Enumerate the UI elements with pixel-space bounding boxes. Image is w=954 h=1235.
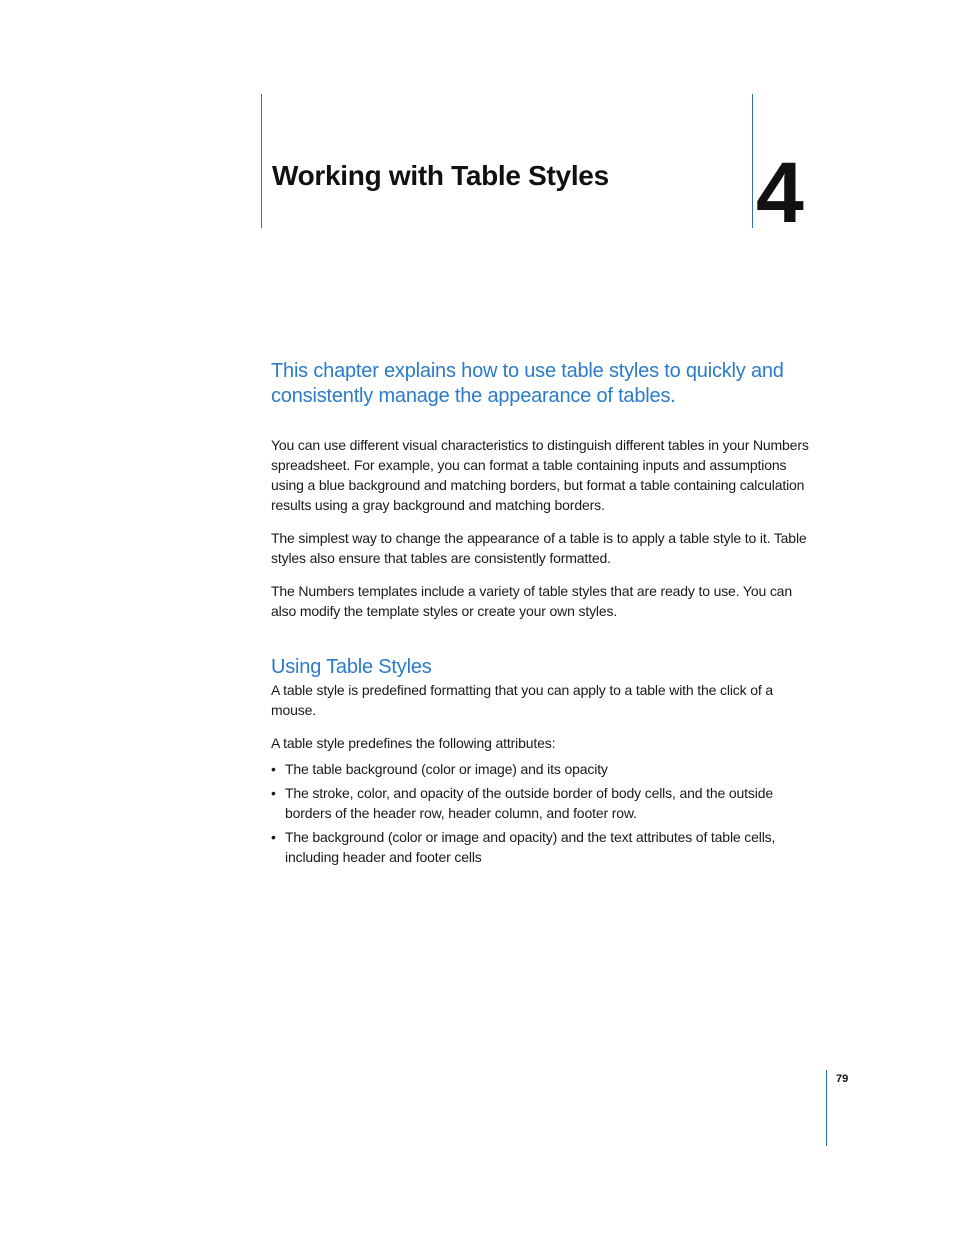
section-paragraph: A table style predefines the following attributes: — [271, 735, 556, 751]
list-item — [271, 759, 816, 780]
chapter-number: 4 — [756, 145, 804, 241]
chapter-rule-right — [752, 94, 753, 228]
attribute-list — [271, 759, 816, 868]
bullet-marker: • — [271, 784, 276, 801]
chapter-content — [271, 359, 816, 871]
body-paragraph: The Numbers templates include a variety of table styles that are ready to use. You can also modify the template styles or create your own styles. — [271, 583, 792, 619]
page-number: 79 — [836, 1073, 849, 1085]
section-heading: Using Table Styles — [271, 656, 432, 678]
list-item-text: The table background (color or image) and its opacity — [285, 761, 608, 777]
list-item — [271, 783, 816, 824]
list-item-text: The stroke, color, and opacity of the outside border of body cells, and the outside borders of the header row, header column, and footer row. — [285, 784, 773, 821]
body-paragraph: The simplest way to change the appearance of a table is to apply a table style to it. Table styles also ensure that tables are consistently formatted. — [271, 530, 807, 566]
list-item-text: The background (color or image and opacity) and the text attributes of table cells, including header and footer cells — [285, 828, 776, 865]
section-paragraph: A table style is predefined formatting that you can apply to a table with the click of a mouse. — [271, 682, 773, 718]
chapter-rule-left — [261, 94, 262, 228]
list-item — [271, 827, 816, 868]
page-number-rule — [826, 1070, 827, 1146]
bullet-marker: • — [271, 828, 276, 845]
chapter-title: Working with Table Styles — [272, 160, 609, 191]
bullet-marker: • — [271, 761, 276, 777]
chapter-intro: This chapter explains how to use table styles to quickly and consistently manage the appearance of tables. — [271, 360, 784, 407]
body-paragraph: You can use different visual characteristics to distinguish different tables in your Numbers spreadsheet. For example, you can format a table containing inputs and assumptions using a blue background and matching borders, but format a table containing calculation results using a gray background and matching borders. — [271, 437, 809, 513]
